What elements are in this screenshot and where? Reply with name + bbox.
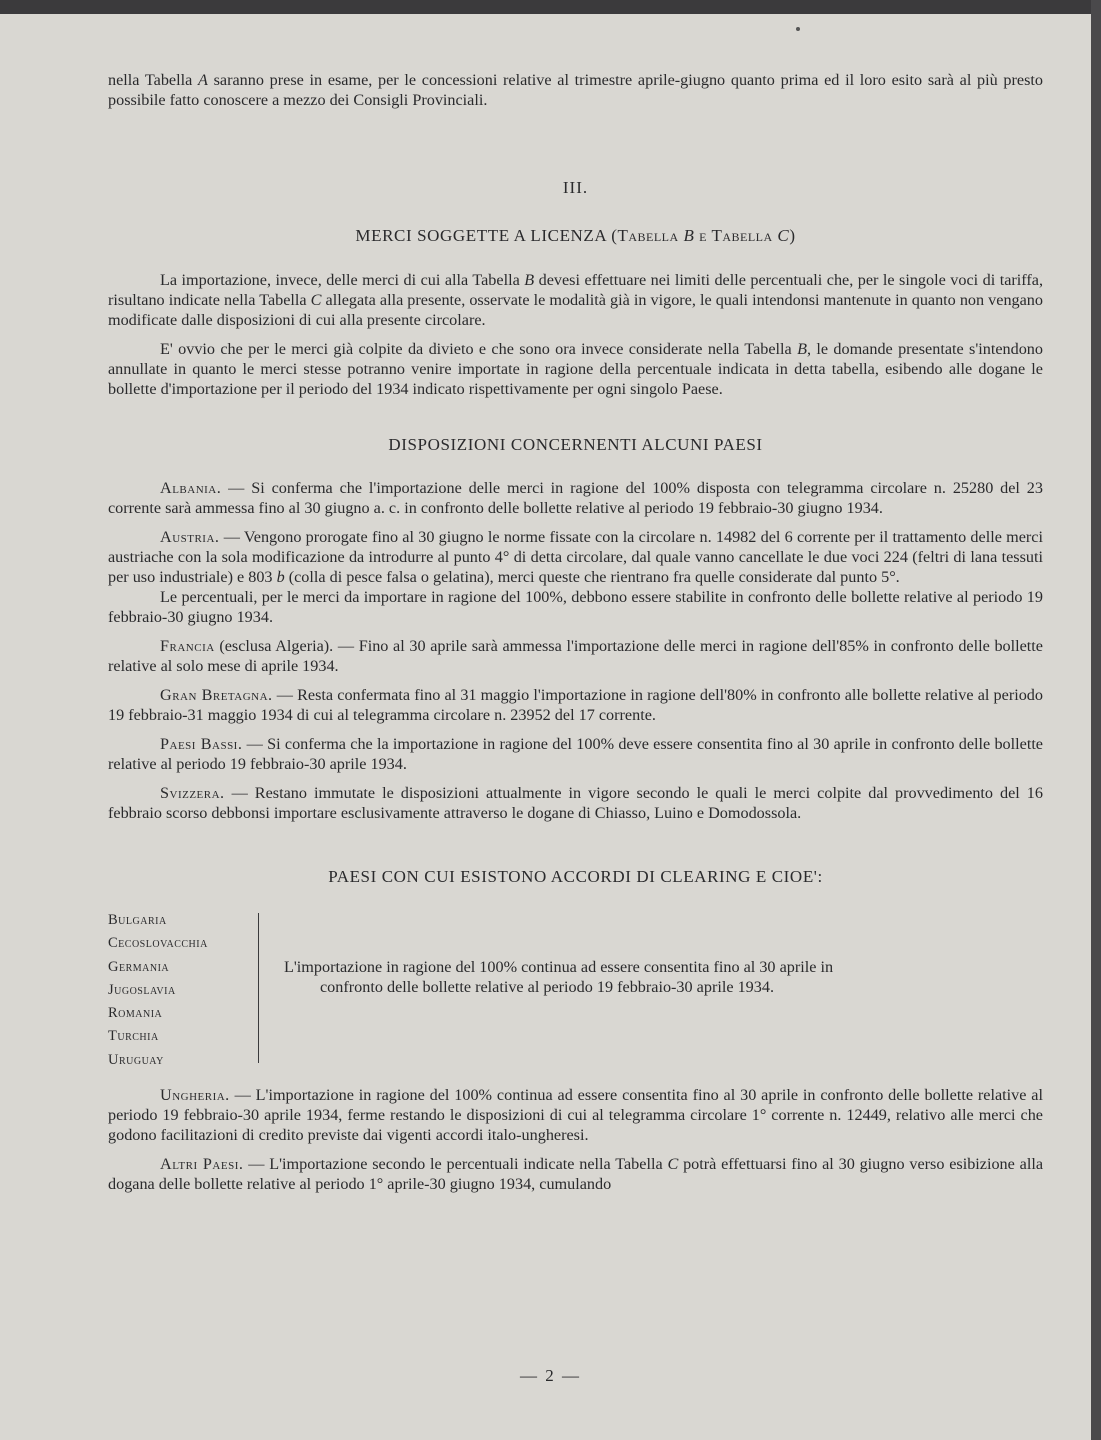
country-cecoslovacchia: Cecoslovacchia [108, 935, 208, 952]
paragraph-austria: Austria. — Vengono prorogate fino al 30 giugno le norme fissate con la circolare n. 14982 del 6 corrente per il trattamento delle merci austriache con la sola modificazione da introdurre al punto 4° di detta circolare, dal quale vanno cancellate le due voci 224 (feltri di lana tessuti per uso industriale) e 803 b (colla di pesce falsa o gelatina), merci queste che rientrano fra quelle considerate dal punto 5°. [108, 528, 1043, 586]
disposizioni-title: DISPOSIZIONI CONCERNENTI ALCUNI PAESI [388, 435, 763, 454]
section-title: MERCI SOGGETTE A LICENZA (Tabella B e Tabella C) [355, 226, 796, 245]
clearing-countries-block [108, 909, 1043, 1069]
grouping-brace [258, 913, 259, 1063]
country-turchia: Turchia [108, 1028, 159, 1045]
paragraph-altri-paesi: Altri Paesi. — L'importazione secondo le percentuali indicate nella Tabella C potrà effettuarsi fino al 30 giugno verso esibizione alla dogana delle bollette relative al periodo 1° aprile-30 giugno 1934, cumulando [108, 1155, 1044, 1193]
paragraph-importazione: La importazione, invece, delle merci di cui alla Tabella B devesi effettuare nei limiti delle percentuali che, per le singole voci di tariffa, risultano indicate nella Tabella C allegata alla presente, osservate le modalità già in vigore, le quali intendonsi mantenute in quanto non vengano modificate dalle disposizioni di cui alla presente circolare. [108, 271, 1043, 329]
clearing-title: PAESI CON CUI ESISTONO ACCORDI DI CLEARING E CIOE': [328, 867, 823, 886]
paragraph-paesi-bassi: Paesi Bassi. — Si conferma che la importazione in ragione del 100% deve essere consentita fino al 30 aprile in confronto delle bollette relative al periodo 19 febbraio-30 aprile 1934. [108, 735, 1043, 773]
country-uruguay: Uruguay [108, 1051, 164, 1068]
country-jugoslavia: Jugoslavia [108, 981, 176, 998]
clearing-note: L'importazione in ragione del 100% continua ad essere consentita fino al 30 aprile in confronto delle bollette relative al periodo 19 febbraio-30 aprile 1934. [284, 958, 834, 996]
page-number: — 2 — [520, 1366, 581, 1385]
scan-speck [796, 27, 800, 31]
paragraph-gran-bretagna: Gran Bretagna. — Resta confermata fino al 31 maggio l'importazione in ragione dell'80% in confronto alle bollette relative al periodo 19 febbraio-31 maggio 1934 di cui al telegramma circolare n. 23952 del 17 corrente. [108, 686, 1043, 724]
country-germania: Germania [108, 958, 170, 975]
paragraph-austria-percentuali: Le percentuali, per le merci da importare in ragione del 100%, debbono essere stabilite in confronto delle bollette relative al periodo 19 febbraio-30 giugno 1934. [108, 588, 1043, 626]
scan-top-edge [0, 0, 1101, 14]
country-bulgaria: Bulgaria [108, 912, 167, 928]
scan-right-edge [1091, 0, 1101, 1440]
clearing-country-list [108, 909, 248, 1072]
paragraph-divieto: E' ovvio che per le merci già colpite da divieto e che sono ora invece considerate nella Tabella B, le domande presentate s'intendono annullate in quanto le merci stesse potranno venire importate in ragione della percentuale indicata in detta tabella, esibendo alle dogane le bollette d'importazione per il periodo del 1934 indicato rispettivamente per ogni singolo Paese. [108, 340, 1043, 398]
document-page [108, 70, 1043, 1194]
section-number: III. [562, 178, 589, 197]
country-romania: Romania [108, 1005, 163, 1022]
paragraph-svizzera: Svizzera. — Restano immutate le disposizioni attualmente in vigore secondo le quali le merci colpite dal provvedimento del 16 febbraio scorso debbonsi importare esclusivamente attraverso le dogane di Chiasso, Luino e Domodossola. [108, 784, 1043, 822]
intro-paragraph: nella Tabella A saranno prese in esame, per le concessioni relative al trimestre aprile-giugno quanto prima ed il loro esito sarà al più presto possibile fatto conoscere a mezzo dei Consigli Provinciali. [108, 71, 1043, 109]
paragraph-albania: Albania. — Si conferma che l'importazione delle merci in ragione del 100% disposta con telegramma circolare n. 25280 del 23 corrente sarà ammessa fino al 30 giugno a. c. in confronto delle bollette relative al periodo 19 febbraio-30 giugno 1934. [108, 479, 1043, 517]
paragraph-francia: Francia (esclusa Algeria). — Fino al 30 aprile sarà ammessa l'importazione delle merci in ragione dell'85% in confronto delle bollette relative al solo mese di aprile 1934. [108, 637, 1043, 675]
paragraph-ungheria: Ungheria. — L'importazione in ragione del 100% continua ad essere consentita fino al 30 aprile in confronto delle bollette relative al periodo 19 febbraio-30 aprile 1934, ferme restando le disposizioni di cui al telegramma circolare 1° corrente n. 12449, relativo alle merci che godono facilitazioni di credito previste dai vigenti accordi italo-ungheresi. [108, 1086, 1043, 1144]
